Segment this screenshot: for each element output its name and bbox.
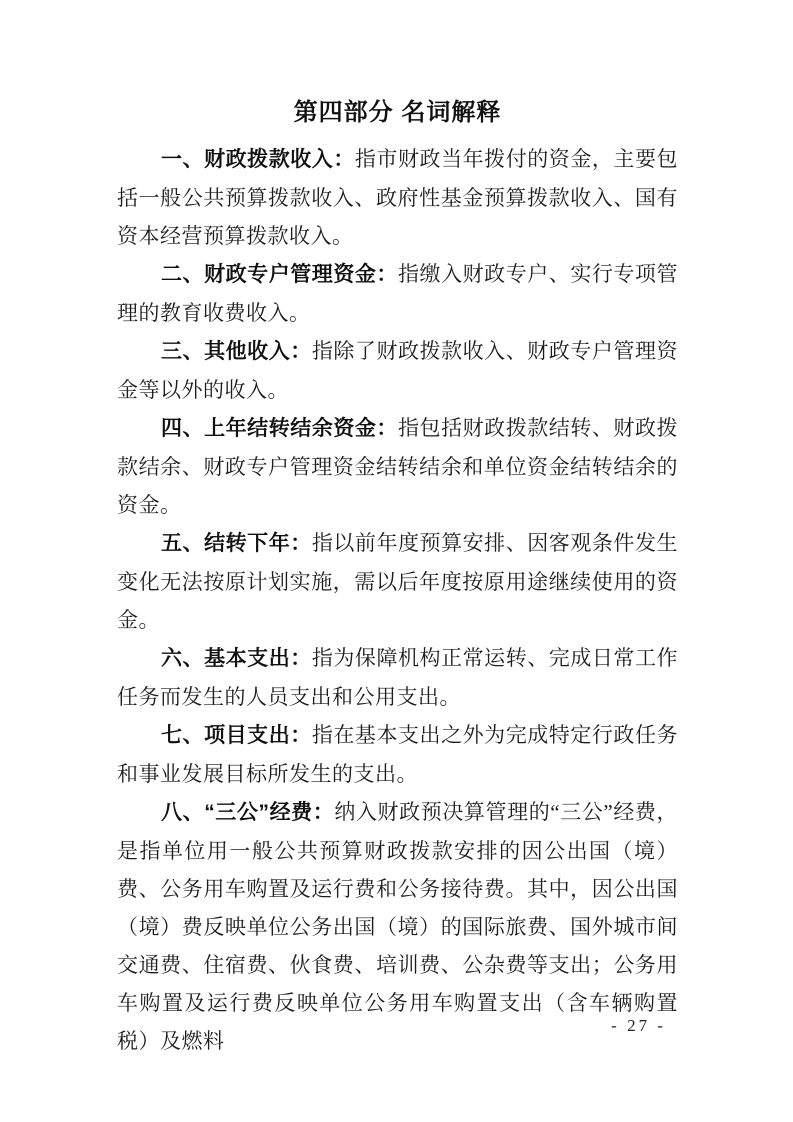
- page-number: - 27 -: [611, 1016, 666, 1035]
- document-content: [117, 92, 678, 1060]
- term-lead: 三、其他收入：: [161, 340, 312, 363]
- term-definition: 指市财政当年拨付的资金，主要包括一般公共预算拨款收入、政府性基金预算拨款收入、国有资本经营预算拨款收入。: [117, 147, 678, 248]
- term-lead: 二、财政专户管理资金：: [161, 263, 398, 286]
- term-lead: 八、“三公”经费：: [161, 801, 335, 824]
- term-paragraph: [117, 255, 678, 332]
- term-lead: 六、基本支出：: [161, 647, 312, 670]
- term-paragraph: [117, 639, 678, 716]
- term-lead: 四、上年结转结余资金：: [161, 417, 398, 440]
- term-paragraph: [117, 793, 678, 1060]
- term-definition: 指除了财政拨款收入、财政专户管理资金等以外的收入。: [117, 339, 679, 402]
- term-lead: 七、项目支出：: [161, 724, 312, 747]
- term-lead: 一、财政拨款收入：: [161, 148, 355, 171]
- term-paragraph: [117, 716, 678, 793]
- term-paragraph: [117, 524, 678, 639]
- term-lead: 五、结转下年：: [161, 532, 312, 555]
- term-paragraph: [117, 332, 678, 409]
- term-definition: 指为保障机构正常运转、完成日常工作任务而发生的人员支出和公用支出。: [117, 646, 679, 709]
- term-paragraph: [117, 140, 678, 255]
- term-definition: 指以前年度预算安排、因客观条件发生变化无法按原计划实施，需以后年度按原用途继续使用的资金。: [117, 531, 679, 632]
- term-definition: 指包括财政拨款结转、财政拨款结余、财政专户管理资金结转结余和单位资金结转结余的资金。: [117, 416, 679, 517]
- term-definition: 指缴入财政专户、实行专项管理的教育收费收入。: [117, 262, 679, 325]
- term-paragraph: [117, 409, 678, 524]
- term-definition: 纳入财政预决算管理的“三公”经费，是指单位用一般公共预算财政拨款安排的因公出国（境）费、公务用车购置及运行费和公务接待费。其中，因公出国（境）费反映单位公务出国（境）的国际旅费、国外城市间交通费、住宿费、伙食费、培训费、公杂费等支出；公务用车购置及运行费反映单位公务用车购置支出（含车辆购置税）及燃料: [117, 800, 679, 1053]
- term-definition: 指在基本支出之外为完成特定行政任务和事业发展目标所发生的支出。: [117, 723, 679, 786]
- page-title: 第四部分 名词解释: [293, 99, 502, 126]
